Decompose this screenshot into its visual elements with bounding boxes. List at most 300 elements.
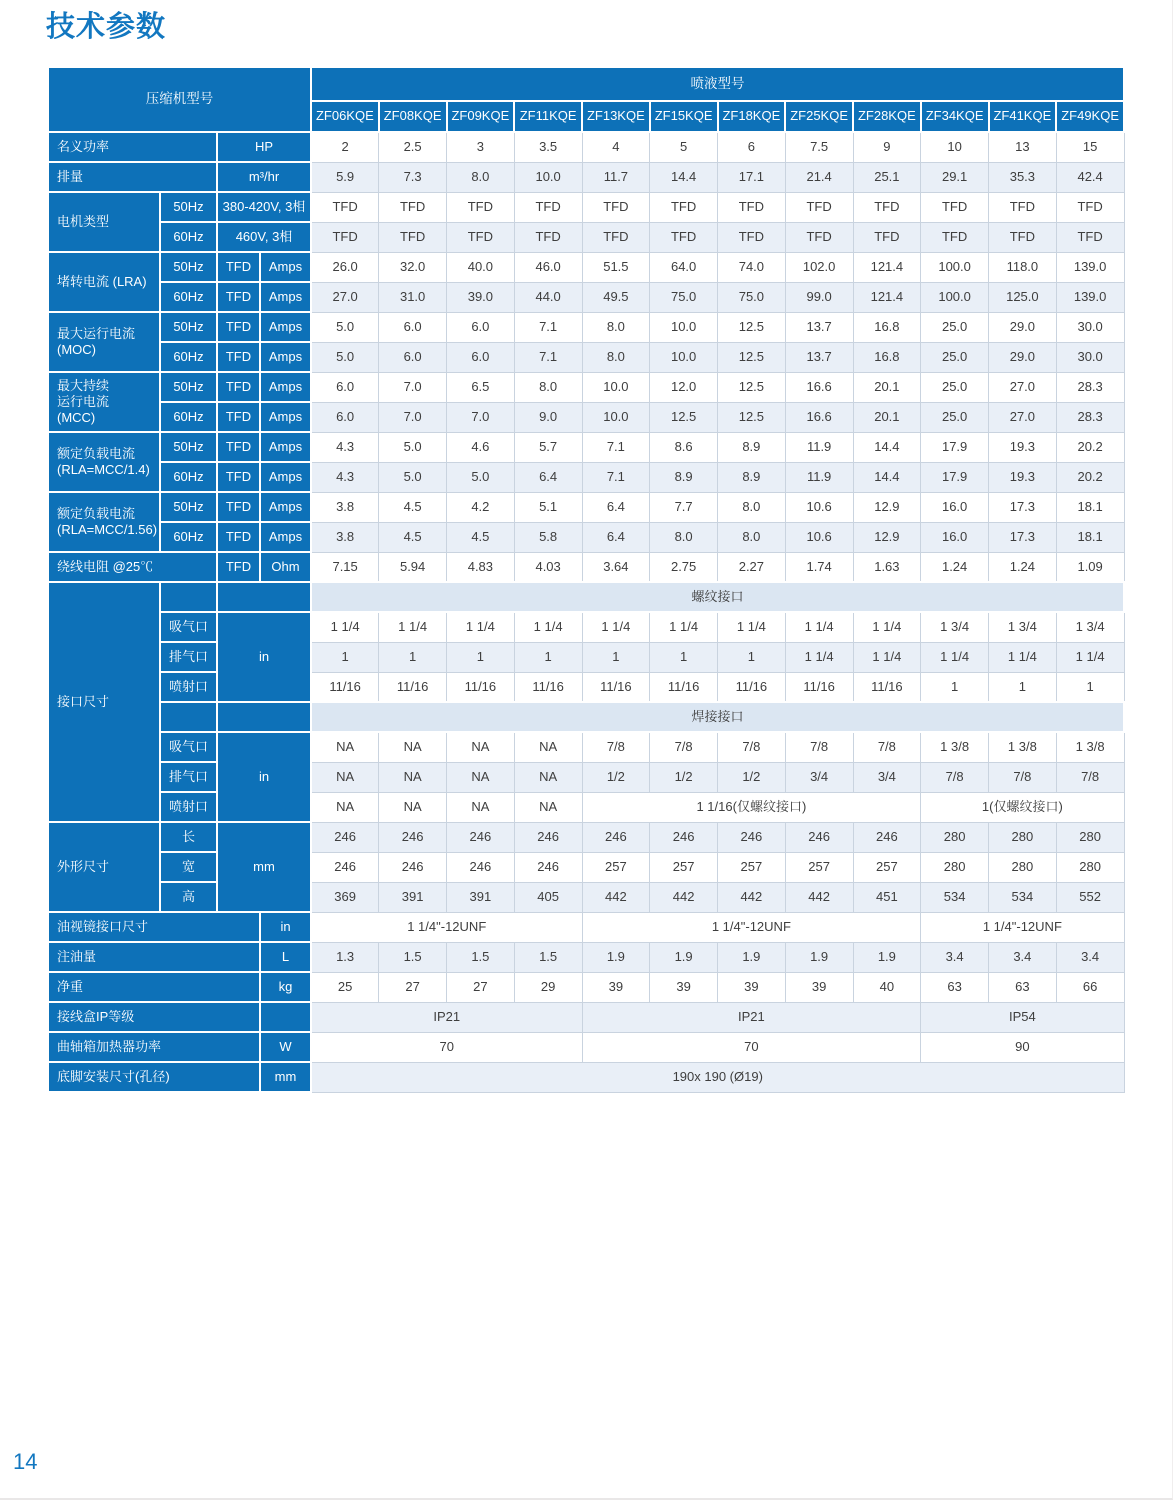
value-cell: 63: [989, 972, 1057, 1002]
value-cell: 12.5: [718, 402, 786, 432]
row-label: 曲轴箱加热器功率: [48, 1032, 260, 1062]
value-cell: 1.5: [447, 942, 515, 972]
value-cell: 7.1: [514, 312, 582, 342]
value-cell: 4.3: [311, 462, 379, 492]
value-cell: 32.0: [379, 252, 447, 282]
table-row: [48, 972, 1124, 1002]
value-cell: NA: [379, 792, 447, 822]
value-cell: 27: [447, 972, 515, 1002]
unit-label: mm: [217, 822, 311, 912]
table-row: [48, 492, 1124, 522]
value-cell: 3.8: [311, 492, 379, 522]
value-cell: 1 1/4: [447, 612, 515, 642]
unit-label: Amps: [260, 342, 311, 372]
value-cell: 6.0: [311, 372, 379, 402]
table-row: [48, 882, 1124, 912]
value-cell: 66: [1056, 972, 1124, 1002]
value-cell: 16.6: [785, 402, 853, 432]
table-row: [48, 702, 1124, 732]
value-cell: 1 1/4: [1056, 642, 1124, 672]
value-cell: 10.0: [582, 372, 650, 402]
value-cell: 118.0: [989, 252, 1057, 282]
row-sublabel: 吸气口: [160, 732, 217, 762]
value-cell: 21.4: [785, 162, 853, 192]
value-cell: 4.5: [379, 522, 447, 552]
value-cell: 3/4: [853, 762, 921, 792]
value-cell: NA: [379, 762, 447, 792]
row-sublabel: 喷射口: [160, 672, 217, 702]
value-cell: 534: [989, 882, 1057, 912]
row-label: 外形尺寸: [48, 822, 160, 912]
unit-label: Amps: [260, 372, 311, 402]
table-row: [48, 942, 1124, 972]
row-sublabel: [160, 702, 217, 732]
spec-table-container: [47, 66, 1125, 1093]
value-cell: 70: [311, 1032, 582, 1062]
value-cell: TFD: [514, 222, 582, 252]
value-cell: 63: [921, 972, 989, 1002]
value-cell: 280: [989, 852, 1057, 882]
unit-label: mm: [260, 1062, 311, 1092]
row-sublabel: TFD: [217, 252, 260, 282]
row-sublabel: 60Hz: [160, 402, 217, 432]
value-cell: 5.0: [379, 462, 447, 492]
row-sublabel: 60Hz: [160, 462, 217, 492]
value-cell: TFD: [379, 192, 447, 222]
value-cell: 11/16: [379, 672, 447, 702]
row-sublabel: TFD: [217, 522, 260, 552]
table-row: [48, 132, 1124, 162]
unit-label: [217, 582, 311, 612]
value-cell: TFD: [785, 222, 853, 252]
value-cell: 6: [718, 132, 786, 162]
value-cell: 391: [379, 882, 447, 912]
value-cell: 2: [311, 132, 379, 162]
table-row: [48, 822, 1124, 852]
value-cell: 6.0: [447, 342, 515, 372]
value-cell: 13.7: [785, 342, 853, 372]
value-cell: 246: [650, 822, 718, 852]
table-row: [48, 282, 1124, 312]
value-cell: 7/8: [785, 732, 853, 762]
value-cell: 35.3: [989, 162, 1057, 192]
value-cell: 15: [1056, 132, 1124, 162]
section-band: 螺纹接口: [311, 582, 1124, 612]
value-cell: TFD: [853, 222, 921, 252]
value-cell: 1: [514, 642, 582, 672]
model-header: ZF13KQE: [582, 101, 650, 132]
value-cell: 280: [1056, 852, 1124, 882]
group-header: 喷液型号: [311, 67, 1124, 101]
value-cell: 27.0: [989, 402, 1057, 432]
value-cell: 246: [514, 822, 582, 852]
row-sublabel: 高: [160, 882, 217, 912]
value-cell: 19.3: [989, 462, 1057, 492]
value-cell: 12.5: [718, 342, 786, 372]
value-cell: 11/16: [311, 672, 379, 702]
row-label: 绕线电阻 @25℃: [48, 552, 217, 582]
value-cell: TFD: [582, 222, 650, 252]
value-cell: 121.4: [853, 252, 921, 282]
row-sublabel: 60Hz: [160, 282, 217, 312]
value-cell: 2.5: [379, 132, 447, 162]
row-label: 排量: [48, 162, 217, 192]
value-cell: TFD: [447, 192, 515, 222]
value-cell: 11.9: [785, 432, 853, 462]
row-sublabel: [160, 582, 217, 612]
value-cell: 246: [311, 852, 379, 882]
value-cell: IP21: [311, 1002, 582, 1032]
value-cell: 29.0: [989, 312, 1057, 342]
value-cell: TFD: [718, 192, 786, 222]
value-cell: 11/16: [718, 672, 786, 702]
value-cell: 16.8: [853, 312, 921, 342]
value-cell: 16.8: [853, 342, 921, 372]
value-cell: 1/2: [718, 762, 786, 792]
value-cell: 1/2: [582, 762, 650, 792]
unit-label: Amps: [260, 312, 311, 342]
value-cell: 1.9: [785, 942, 853, 972]
value-cell: TFD: [921, 222, 989, 252]
value-cell: 7.1: [582, 432, 650, 462]
value-cell: 75.0: [650, 282, 718, 312]
value-cell: 39: [718, 972, 786, 1002]
value-cell: 5.94: [379, 552, 447, 582]
value-cell: 3.4: [989, 942, 1057, 972]
row-sublabel: 50Hz: [160, 252, 217, 282]
value-cell: 552: [1056, 882, 1124, 912]
value-cell: 7/8: [921, 762, 989, 792]
value-cell: 280: [989, 822, 1057, 852]
value-cell: 8.6: [650, 432, 718, 462]
row-sublabel: 60Hz: [160, 522, 217, 552]
value-cell: 7.5: [785, 132, 853, 162]
value-cell: 3.64: [582, 552, 650, 582]
model-header: ZF28KQE: [853, 101, 921, 132]
value-cell: 39.0: [447, 282, 515, 312]
value-cell: 12.9: [853, 492, 921, 522]
spec-table: [47, 66, 1125, 1093]
value-cell: TFD: [650, 192, 718, 222]
value-cell: 8.0: [582, 342, 650, 372]
value-cell: 18.1: [1056, 522, 1124, 552]
table-row: [48, 222, 1124, 252]
value-cell: 14.4: [650, 162, 718, 192]
value-cell: 1 3/4: [921, 612, 989, 642]
value-cell: 5.9: [311, 162, 379, 192]
value-cell: 7.7: [650, 492, 718, 522]
value-cell: 1.63: [853, 552, 921, 582]
value-cell: 1: [311, 642, 379, 672]
value-cell: 5.1: [514, 492, 582, 522]
value-cell: 11/16: [650, 672, 718, 702]
value-cell: 1.9: [650, 942, 718, 972]
value-cell: 20.2: [1056, 462, 1124, 492]
value-cell: 405: [514, 882, 582, 912]
value-cell: TFD: [514, 192, 582, 222]
table-row: [48, 372, 1124, 402]
value-cell: NA: [447, 732, 515, 762]
value-cell: 125.0: [989, 282, 1057, 312]
value-cell: 1 1/4: [718, 612, 786, 642]
value-cell: 8.0: [514, 372, 582, 402]
value-cell: 16.6: [785, 372, 853, 402]
value-cell: 7/8: [1056, 762, 1124, 792]
row-sublabel: 50Hz: [160, 372, 217, 402]
unit-label: Amps: [260, 432, 311, 462]
table-row: [48, 642, 1124, 672]
row-label: 电机类型: [48, 192, 160, 252]
value-cell: 8.9: [718, 462, 786, 492]
value-cell: 10.0: [650, 342, 718, 372]
value-cell: 6.0: [379, 342, 447, 372]
value-cell: 139.0: [1056, 282, 1124, 312]
value-cell: NA: [514, 762, 582, 792]
value-cell: 1 3/8: [989, 732, 1057, 762]
value-cell: 8.0: [718, 492, 786, 522]
value-cell: TFD: [311, 222, 379, 252]
value-cell: 1 1/4"-12UNF: [311, 912, 582, 942]
value-cell: 17.3: [989, 522, 1057, 552]
value-cell: 190x 190 (Ø19): [311, 1062, 1124, 1092]
value-cell: 30.0: [1056, 312, 1124, 342]
value-cell: 11.7: [582, 162, 650, 192]
value-cell: 1 1/4"-12UNF: [582, 912, 921, 942]
table-row: [48, 612, 1124, 642]
value-cell: 100.0: [921, 282, 989, 312]
value-cell: 3.8: [311, 522, 379, 552]
value-cell: 1 3/8: [1056, 732, 1124, 762]
value-cell: IP54: [921, 1002, 1124, 1032]
corner-header: 压缩机型号: [48, 67, 311, 132]
value-cell: 70: [582, 1032, 921, 1062]
row-sublabel: TFD: [217, 282, 260, 312]
value-cell: 11/16: [853, 672, 921, 702]
value-cell: 3.4: [1056, 942, 1124, 972]
value-cell: 5.0: [447, 462, 515, 492]
value-cell: 1 1/4: [514, 612, 582, 642]
row-sublabel: 排气口: [160, 762, 217, 792]
value-cell: 7.15: [311, 552, 379, 582]
table-row: [48, 762, 1124, 792]
value-cell: 5.8: [514, 522, 582, 552]
value-cell: 1 1/4: [311, 612, 379, 642]
value-cell: 1.74: [785, 552, 853, 582]
value-cell: 11.9: [785, 462, 853, 492]
row-label: 堵转电流 (LRA): [48, 252, 160, 312]
row-sublabel: 50Hz: [160, 192, 217, 222]
unit-label: Amps: [260, 402, 311, 432]
unit-label: in: [217, 732, 311, 822]
value-cell: 1/2: [650, 762, 718, 792]
unit-label: Amps: [260, 252, 311, 282]
value-cell: 30.0: [1056, 342, 1124, 372]
table-row: [48, 912, 1124, 942]
value-cell: 28.3: [1056, 372, 1124, 402]
value-cell: NA: [447, 762, 515, 792]
row-label: 底脚安装尺寸(孔径): [48, 1062, 260, 1092]
value-cell: 7/8: [718, 732, 786, 762]
value-cell: TFD: [989, 192, 1057, 222]
value-cell: 9.0: [514, 402, 582, 432]
value-cell: 257: [582, 852, 650, 882]
value-cell: 1 1/4: [921, 642, 989, 672]
value-cell: 39: [785, 972, 853, 1002]
row-sublabel: 50Hz: [160, 312, 217, 342]
value-cell: 6.4: [514, 462, 582, 492]
model-header: ZF08KQE: [379, 101, 447, 132]
unit-label: HP: [217, 132, 311, 162]
value-cell: TFD: [447, 222, 515, 252]
unit-label: m³/hr: [217, 162, 311, 192]
value-cell: 1 3/4: [989, 612, 1057, 642]
value-cell: IP21: [582, 1002, 921, 1032]
value-cell: 75.0: [718, 282, 786, 312]
value-cell: 29.1: [921, 162, 989, 192]
value-cell: 10: [921, 132, 989, 162]
row-sublabel: 50Hz: [160, 432, 217, 462]
value-cell: 1: [447, 642, 515, 672]
value-cell: 46.0: [514, 252, 582, 282]
row-sublabel: 宽: [160, 852, 217, 882]
table-row: [48, 312, 1124, 342]
value-cell: 280: [921, 852, 989, 882]
table-row: [48, 792, 1124, 822]
value-cell: 7.1: [582, 462, 650, 492]
value-cell: 8.9: [718, 432, 786, 462]
row-sublabel: 50Hz: [160, 492, 217, 522]
value-cell: 5.0: [311, 342, 379, 372]
value-cell: 25.0: [921, 312, 989, 342]
value-cell: 1 3/4: [1056, 612, 1124, 642]
table-row: [48, 252, 1124, 282]
unit-label: Amps: [260, 522, 311, 552]
row-sublabel: TFD: [217, 432, 260, 462]
value-cell: 6.4: [582, 522, 650, 552]
row-label: 净重: [48, 972, 260, 1002]
value-cell: 99.0: [785, 282, 853, 312]
value-cell: 2.27: [718, 552, 786, 582]
value-cell: 1 1/4: [785, 642, 853, 672]
value-cell: 1.5: [514, 942, 582, 972]
value-cell: 11/16: [582, 672, 650, 702]
value-cell: 28.3: [1056, 402, 1124, 432]
value-cell: 7.0: [447, 402, 515, 432]
value-cell: TFD: [650, 222, 718, 252]
value-cell: TFD: [989, 222, 1057, 252]
value-cell: 4: [582, 132, 650, 162]
value-cell: 7.1: [514, 342, 582, 372]
value-cell: 39: [582, 972, 650, 1002]
value-cell: 1.09: [1056, 552, 1124, 582]
table-row: [48, 672, 1124, 702]
value-cell: 1: [582, 642, 650, 672]
table-row: [48, 402, 1124, 432]
value-cell: 4.5: [379, 492, 447, 522]
value-cell: 20.1: [853, 402, 921, 432]
table-row: [48, 162, 1124, 192]
value-cell: 121.4: [853, 282, 921, 312]
row-sublabel: 60Hz: [160, 342, 217, 372]
value-cell: 7/8: [582, 732, 650, 762]
value-cell: TFD: [718, 222, 786, 252]
value-cell: 246: [718, 822, 786, 852]
page-title: 技术参数: [46, 11, 167, 43]
value-cell: 51.5: [582, 252, 650, 282]
table-row: [48, 852, 1124, 882]
value-cell: 6.0: [447, 312, 515, 342]
value-cell: 8.0: [718, 522, 786, 552]
value-cell: 1: [718, 642, 786, 672]
value-cell: 1: [921, 672, 989, 702]
unit-label: [260, 1002, 311, 1032]
row-sublabel: TFD: [217, 312, 260, 342]
row-sublabel: TFD: [217, 342, 260, 372]
model-header: ZF06KQE: [311, 101, 379, 132]
value-cell: 1 1/4: [785, 612, 853, 642]
value-cell: NA: [311, 792, 379, 822]
value-cell: 246: [311, 822, 379, 852]
value-cell: 64.0: [650, 252, 718, 282]
value-cell: 6.0: [311, 402, 379, 432]
value-cell: 40.0: [447, 252, 515, 282]
value-cell: TFD: [379, 222, 447, 252]
value-cell: 10.6: [785, 492, 853, 522]
value-cell: 4.83: [447, 552, 515, 582]
value-cell: 4.6: [447, 432, 515, 462]
value-cell: 6.0: [379, 312, 447, 342]
value-cell: 442: [785, 882, 853, 912]
value-cell: 19.3: [989, 432, 1057, 462]
value-cell: 18.1: [1056, 492, 1124, 522]
value-cell: TFD: [853, 192, 921, 222]
unit-label: 380-420V, 3相: [217, 192, 311, 222]
value-cell: 11/16: [447, 672, 515, 702]
value-cell: 3.4: [921, 942, 989, 972]
value-cell: 246: [582, 822, 650, 852]
row-sublabel: TFD: [217, 372, 260, 402]
value-cell: 9: [853, 132, 921, 162]
value-cell: 29.0: [989, 342, 1057, 372]
row-label: 注油量: [48, 942, 260, 972]
row-label: 接口尺寸: [48, 582, 160, 822]
value-cell: 13: [989, 132, 1057, 162]
value-cell: 20.2: [1056, 432, 1124, 462]
value-cell: 442: [650, 882, 718, 912]
value-cell: 3.5: [514, 132, 582, 162]
value-cell: 246: [379, 822, 447, 852]
value-cell: 246: [853, 822, 921, 852]
value-cell: 5.7: [514, 432, 582, 462]
value-cell: 25: [311, 972, 379, 1002]
table-row: [48, 462, 1124, 492]
value-cell: 25.1: [853, 162, 921, 192]
value-cell: 1: [989, 672, 1057, 702]
value-cell: 1 1/16(仅螺纹接口): [582, 792, 921, 822]
value-cell: NA: [514, 732, 582, 762]
table-row: [48, 552, 1124, 582]
row-sublabel: 吸气口: [160, 612, 217, 642]
unit-label: Amps: [260, 282, 311, 312]
value-cell: 29: [514, 972, 582, 1002]
value-cell: 90: [921, 1032, 1124, 1062]
value-cell: 27: [379, 972, 447, 1002]
value-cell: 1 1/4: [989, 642, 1057, 672]
value-cell: 246: [379, 852, 447, 882]
value-cell: 42.4: [1056, 162, 1124, 192]
value-cell: 17.9: [921, 462, 989, 492]
value-cell: 74.0: [718, 252, 786, 282]
